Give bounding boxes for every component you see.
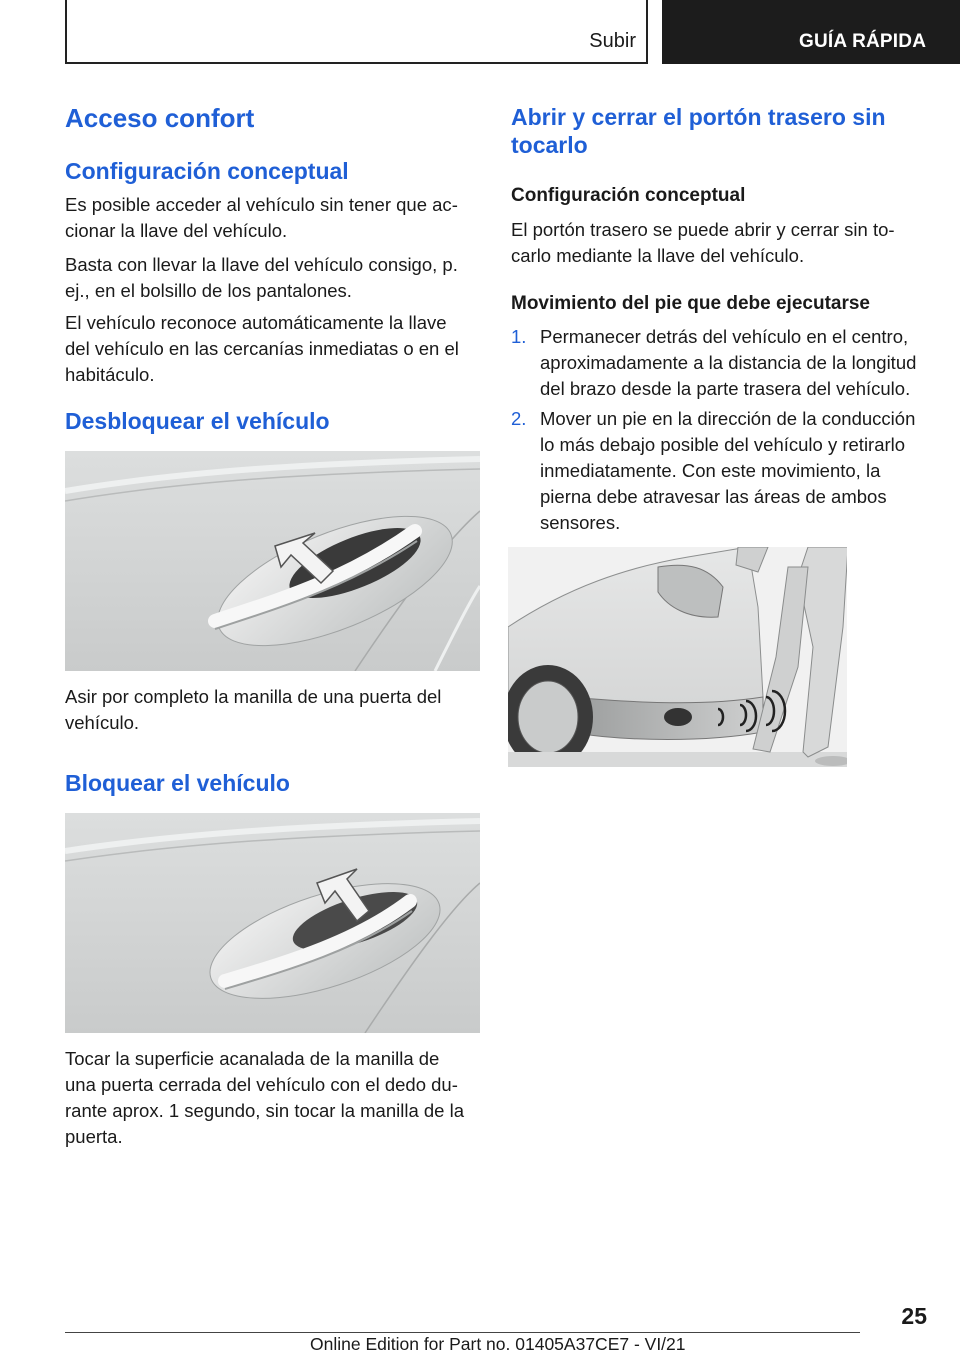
list-item-number: 2. [511,408,527,429]
guide-tab[interactable] [662,0,960,64]
right-concept-heading: Configuración conceptual [511,185,746,206]
concept-paragraph-1: Es posible acceder al vehículo sin tener que accionar la llave del vehículo. [65,194,458,241]
lock-door-handle-image [65,813,480,1033]
header-bar [65,0,648,64]
footer-divider [65,1332,860,1333]
movement-heading: Movimiento del pie que debe ejecutarse [511,293,870,314]
concept-paragraph-2: Basta con llevar la llave del vehículo consigo, p. ej., en el bolsillo de los pantalones. [65,254,458,301]
list-item-text: Permanecer detrás del vehículo en el centro, aproximadamente a la distancia de la longitud del brazo desde la parte trasera del vehículo. [540,326,917,399]
tailgate-foot-gesture-image [508,547,847,767]
section-title-comfort-access: Acceso confort [65,103,255,133]
section-title-tailgate: Abrir y cerrar el portón trasero sin tocarlo [511,104,886,158]
list-item-number: 1. [511,326,527,347]
unlock-caption: Asir por completo la manilla de una puerta del vehículo. [65,686,442,733]
lock-caption: Tocar la superficie acanalada de la manilla de una puerta cerrada del vehículo con el dedo durante aprox. 1 segundo, sin tocar la manilla de la puerta. [65,1048,465,1147]
concept-paragraph-3: El vehículo reconoce automáticamente la llave del vehículo en las cercanías inmediatas o en el habitáculo. [65,312,459,385]
unlock-heading: Desbloquear el vehículo [65,408,330,434]
subir-link[interactable]: Subir [589,30,636,52]
guide-tab-label: GUÍA RÁPIDA [799,31,927,52]
concept-heading: Configuración conceptual [65,158,349,184]
footer-edition-text: Online Edition for Part no. 01405A37CE7 - VI/21 [310,1334,686,1354]
lock-heading: Bloquear el vehículo [65,770,290,796]
unlock-door-handle-image [65,451,480,671]
page-number: 25 [901,1303,927,1329]
list-item-text: Mover un pie en la dirección de la conducción lo más debajo posible del vehículo y retirarlo inmediatamente. Con este movimiento, la pierna debe atravesar las áreas de ambos sensores. [540,408,916,533]
right-concept-paragraph: El portón trasero se puede abrir y cerrar sin tocarlo mediante la llave del vehículo. [511,219,895,266]
